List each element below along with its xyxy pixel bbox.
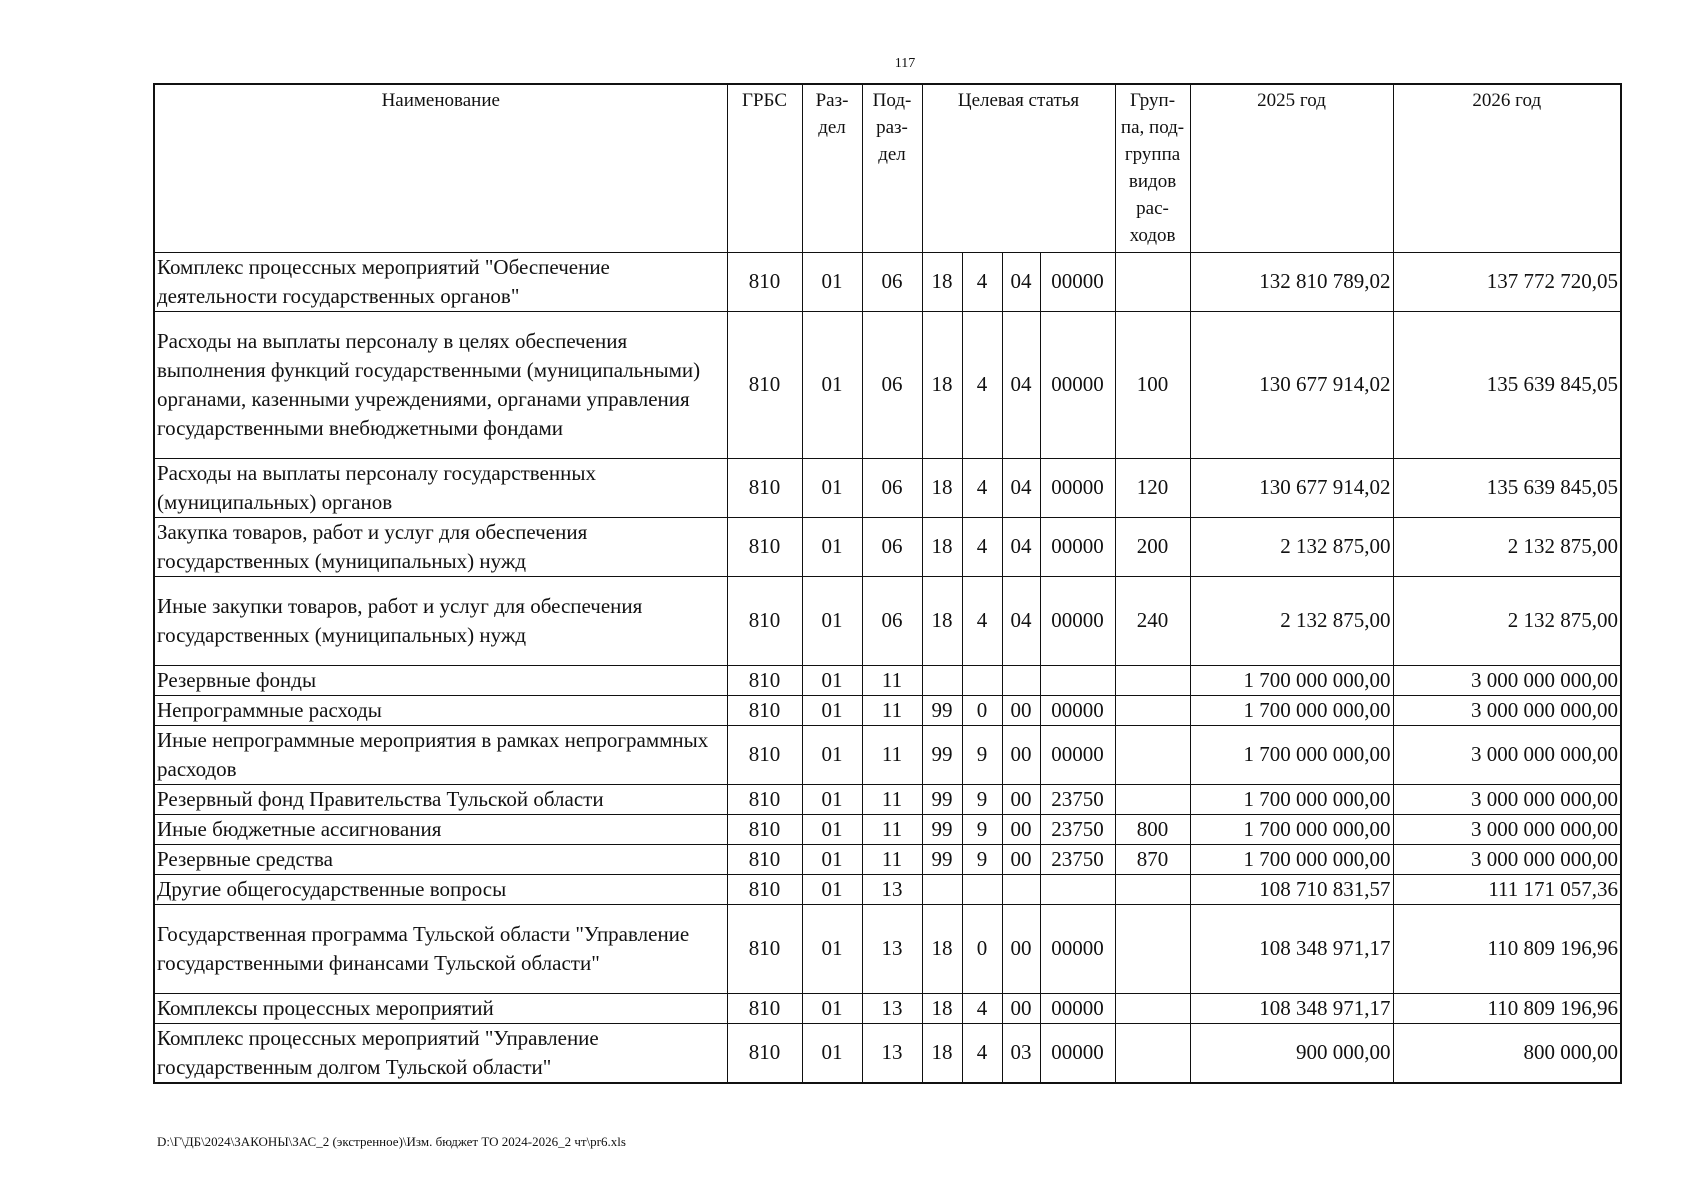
row-grbs: 810 bbox=[727, 844, 802, 874]
row-name: Резервные фонды bbox=[154, 665, 727, 695]
row-subsection: 11 bbox=[862, 725, 922, 784]
row-expense-group: 200 bbox=[1115, 517, 1190, 576]
row-grbs: 810 bbox=[727, 517, 802, 576]
row-target-program: 99 bbox=[922, 695, 962, 725]
row-amount-2025: 900 000,00 bbox=[1190, 1023, 1393, 1083]
row-section: 01 bbox=[802, 874, 862, 904]
row-expense-group bbox=[1115, 695, 1190, 725]
row-grbs: 810 bbox=[727, 665, 802, 695]
table-row bbox=[154, 784, 1621, 814]
row-target-event: 00 bbox=[1002, 784, 1040, 814]
row-target-subprogram bbox=[962, 665, 1002, 695]
row-subsection: 11 bbox=[862, 814, 922, 844]
table-row bbox=[154, 725, 1621, 784]
row-expense-group: 800 bbox=[1115, 814, 1190, 844]
row-grbs: 810 bbox=[727, 904, 802, 993]
row-amount-2025: 108 710 831,57 bbox=[1190, 874, 1393, 904]
row-section: 01 bbox=[802, 784, 862, 814]
row-grbs: 810 bbox=[727, 814, 802, 844]
row-expense-group bbox=[1115, 725, 1190, 784]
row-subsection: 06 bbox=[862, 517, 922, 576]
row-target-direction: 23750 bbox=[1040, 784, 1115, 814]
row-target-program: 99 bbox=[922, 814, 962, 844]
table-row bbox=[154, 844, 1621, 874]
row-expense-group: 240 bbox=[1115, 576, 1190, 665]
row-name: Резервные средства bbox=[154, 844, 727, 874]
row-target-direction: 23750 bbox=[1040, 814, 1115, 844]
row-target-program: 18 bbox=[922, 576, 962, 665]
row-target-direction: 00000 bbox=[1040, 993, 1115, 1023]
row-target-subprogram bbox=[962, 874, 1002, 904]
row-expense-group bbox=[1115, 784, 1190, 814]
row-section: 01 bbox=[802, 814, 862, 844]
row-target-event bbox=[1002, 874, 1040, 904]
row-name: Иные непрограммные мероприятия в рамках непрограммных расходов bbox=[154, 725, 727, 784]
row-target-event: 04 bbox=[1002, 576, 1040, 665]
row-amount-2025: 2 132 875,00 bbox=[1190, 517, 1393, 576]
row-expense-group bbox=[1115, 874, 1190, 904]
row-subsection: 11 bbox=[862, 784, 922, 814]
row-expense-group: 120 bbox=[1115, 458, 1190, 517]
row-expense-group bbox=[1115, 665, 1190, 695]
row-target-direction: 00000 bbox=[1040, 517, 1115, 576]
row-grbs: 810 bbox=[727, 252, 802, 311]
header-name: Наименование bbox=[154, 84, 727, 252]
table-row bbox=[154, 252, 1621, 311]
row-amount-2025: 1 700 000 000,00 bbox=[1190, 814, 1393, 844]
header-year-2026: 2026 год bbox=[1393, 84, 1621, 252]
row-target-program: 18 bbox=[922, 252, 962, 311]
row-name: Другие общегосударственные вопросы bbox=[154, 874, 727, 904]
row-target-program: 99 bbox=[922, 844, 962, 874]
row-target-direction: 00000 bbox=[1040, 252, 1115, 311]
row-name: Резервный фонд Правительства Тульской области bbox=[154, 784, 727, 814]
table-row bbox=[154, 904, 1621, 993]
row-section: 01 bbox=[802, 1023, 862, 1083]
row-amount-2026: 137 772 720,05 bbox=[1393, 252, 1621, 311]
row-amount-2025: 130 677 914,02 bbox=[1190, 458, 1393, 517]
row-name: Комплекс процессных мероприятий "Управление государственным долгом Тульской области" bbox=[154, 1023, 727, 1083]
table-row bbox=[154, 458, 1621, 517]
row-target-event: 04 bbox=[1002, 517, 1040, 576]
row-target-subprogram: 9 bbox=[962, 725, 1002, 784]
row-section: 01 bbox=[802, 725, 862, 784]
row-amount-2026: 3 000 000 000,00 bbox=[1393, 665, 1621, 695]
row-amount-2026: 3 000 000 000,00 bbox=[1393, 695, 1621, 725]
table-row bbox=[154, 311, 1621, 458]
row-amount-2025: 1 700 000 000,00 bbox=[1190, 844, 1393, 874]
row-target-direction: 00000 bbox=[1040, 904, 1115, 993]
row-subsection: 13 bbox=[862, 993, 922, 1023]
row-grbs: 810 bbox=[727, 311, 802, 458]
row-target-subprogram: 4 bbox=[962, 252, 1002, 311]
row-subsection: 13 bbox=[862, 1023, 922, 1083]
row-amount-2025: 1 700 000 000,00 bbox=[1190, 725, 1393, 784]
row-subsection: 11 bbox=[862, 844, 922, 874]
table-row bbox=[154, 695, 1621, 725]
row-target-subprogram: 4 bbox=[962, 517, 1002, 576]
row-section: 01 bbox=[802, 993, 862, 1023]
row-section: 01 bbox=[802, 517, 862, 576]
row-amount-2026: 110 809 196,96 bbox=[1393, 993, 1621, 1023]
header-target-article: Целевая статья bbox=[922, 84, 1115, 252]
row-subsection: 13 bbox=[862, 904, 922, 993]
row-amount-2026: 135 639 845,05 bbox=[1393, 458, 1621, 517]
row-target-subprogram: 4 bbox=[962, 1023, 1002, 1083]
row-grbs: 810 bbox=[727, 784, 802, 814]
row-target-direction: 00000 bbox=[1040, 1023, 1115, 1083]
page-number: 117 bbox=[894, 56, 916, 71]
row-grbs: 810 bbox=[727, 576, 802, 665]
row-amount-2025: 108 348 971,17 bbox=[1190, 904, 1393, 993]
budget-table bbox=[153, 83, 1622, 1084]
table-row bbox=[154, 874, 1621, 904]
row-amount-2025: 1 700 000 000,00 bbox=[1190, 665, 1393, 695]
row-section: 01 bbox=[802, 576, 862, 665]
header-grbs: ГРБС bbox=[727, 84, 802, 252]
row-amount-2026: 111 171 057,36 bbox=[1393, 874, 1621, 904]
row-target-program: 18 bbox=[922, 311, 962, 458]
row-section: 01 bbox=[802, 844, 862, 874]
row-target-event: 00 bbox=[1002, 844, 1040, 874]
row-target-direction bbox=[1040, 665, 1115, 695]
row-expense-group bbox=[1115, 1023, 1190, 1083]
row-name: Иные бюджетные ассигнования bbox=[154, 814, 727, 844]
row-target-program bbox=[922, 874, 962, 904]
row-target-direction: 00000 bbox=[1040, 725, 1115, 784]
row-section: 01 bbox=[802, 695, 862, 725]
row-target-event: 00 bbox=[1002, 695, 1040, 725]
row-amount-2026: 800 000,00 bbox=[1393, 1023, 1621, 1083]
row-target-subprogram: 4 bbox=[962, 458, 1002, 517]
row-section: 01 bbox=[802, 252, 862, 311]
row-expense-group bbox=[1115, 904, 1190, 993]
row-target-event: 04 bbox=[1002, 311, 1040, 458]
header-subsection: Под- раз- дел bbox=[862, 84, 922, 252]
row-amount-2026: 3 000 000 000,00 bbox=[1393, 814, 1621, 844]
table-header-row bbox=[154, 84, 1621, 252]
row-expense-group: 100 bbox=[1115, 311, 1190, 458]
row-target-direction: 00000 bbox=[1040, 576, 1115, 665]
row-section: 01 bbox=[802, 458, 862, 517]
row-target-event: 00 bbox=[1002, 814, 1040, 844]
row-name: Расходы на выплаты персоналу в целях обеспечения выполнения функций государственными (муниципальными) органами, казенными учреждениями, органами управления государственными внебюджетными фондами bbox=[154, 311, 727, 458]
row-target-direction bbox=[1040, 874, 1115, 904]
row-grbs: 810 bbox=[727, 458, 802, 517]
row-target-program: 99 bbox=[922, 725, 962, 784]
row-target-subprogram: 4 bbox=[962, 993, 1002, 1023]
row-expense-group bbox=[1115, 993, 1190, 1023]
row-target-subprogram: 0 bbox=[962, 904, 1002, 993]
row-subsection: 06 bbox=[862, 311, 922, 458]
row-target-subprogram: 9 bbox=[962, 814, 1002, 844]
row-subsection: 06 bbox=[862, 576, 922, 665]
row-name: Комплексы процессных мероприятий bbox=[154, 993, 727, 1023]
row-section: 01 bbox=[802, 904, 862, 993]
row-amount-2026: 135 639 845,05 bbox=[1393, 311, 1621, 458]
row-amount-2026: 110 809 196,96 bbox=[1393, 904, 1621, 993]
row-target-event: 00 bbox=[1002, 725, 1040, 784]
row-grbs: 810 bbox=[727, 874, 802, 904]
row-target-subprogram: 9 bbox=[962, 844, 1002, 874]
row-expense-group: 870 bbox=[1115, 844, 1190, 874]
row-target-direction: 23750 bbox=[1040, 844, 1115, 874]
row-section: 01 bbox=[802, 665, 862, 695]
row-target-program: 18 bbox=[922, 458, 962, 517]
row-section: 01 bbox=[802, 311, 862, 458]
table-row bbox=[154, 517, 1621, 576]
row-target-subprogram: 9 bbox=[962, 784, 1002, 814]
row-target-program bbox=[922, 665, 962, 695]
row-amount-2026: 2 132 875,00 bbox=[1393, 576, 1621, 665]
file-path-footer: D:\Г\ДБ\2024\ЗАКОНЫ\ЗАС_2 (экстренное)\Изм. бюджет ТО 2024-2026_2 чт\pr6.xls bbox=[157, 1134, 626, 1149]
row-subsection: 11 bbox=[862, 665, 922, 695]
row-target-event: 04 bbox=[1002, 458, 1040, 517]
row-target-direction: 00000 bbox=[1040, 458, 1115, 517]
table-row bbox=[154, 665, 1621, 695]
row-name: Комплекс процессных мероприятий "Обеспечение деятельности государственных органов" bbox=[154, 252, 727, 311]
row-grbs: 810 bbox=[727, 1023, 802, 1083]
row-target-subprogram: 0 bbox=[962, 695, 1002, 725]
row-target-event: 03 bbox=[1002, 1023, 1040, 1083]
row-target-event: 04 bbox=[1002, 252, 1040, 311]
row-amount-2025: 108 348 971,17 bbox=[1190, 993, 1393, 1023]
table-row bbox=[154, 1023, 1621, 1083]
table-row bbox=[154, 814, 1621, 844]
row-target-event: 00 bbox=[1002, 993, 1040, 1023]
row-amount-2026: 3 000 000 000,00 bbox=[1393, 844, 1621, 874]
row-amount-2025: 1 700 000 000,00 bbox=[1190, 695, 1393, 725]
row-grbs: 810 bbox=[727, 725, 802, 784]
row-target-program: 18 bbox=[922, 993, 962, 1023]
header-year-2025: 2025 год bbox=[1190, 84, 1393, 252]
row-name: Государственная программа Тульской области "Управление государственными финансами Тульской области" bbox=[154, 904, 727, 993]
row-target-event: 00 bbox=[1002, 904, 1040, 993]
row-amount-2026: 3 000 000 000,00 bbox=[1393, 725, 1621, 784]
row-name: Иные закупки товаров, работ и услуг для обеспечения государственных (муниципальных) нужд bbox=[154, 576, 727, 665]
row-amount-2025: 1 700 000 000,00 bbox=[1190, 784, 1393, 814]
row-name: Непрограммные расходы bbox=[154, 695, 727, 725]
row-grbs: 810 bbox=[727, 993, 802, 1023]
row-subsection: 11 bbox=[862, 695, 922, 725]
row-target-subprogram: 4 bbox=[962, 311, 1002, 458]
row-amount-2025: 2 132 875,00 bbox=[1190, 576, 1393, 665]
row-target-program: 18 bbox=[922, 904, 962, 993]
row-amount-2026: 2 132 875,00 bbox=[1393, 517, 1621, 576]
row-amount-2025: 130 677 914,02 bbox=[1190, 311, 1393, 458]
row-target-program: 99 bbox=[922, 784, 962, 814]
header-expense-group: Груп- па, под- группа видов рас- ходов bbox=[1115, 84, 1190, 252]
row-amount-2025: 132 810 789,02 bbox=[1190, 252, 1393, 311]
row-target-direction: 00000 bbox=[1040, 311, 1115, 458]
table-row bbox=[154, 993, 1621, 1023]
table-row bbox=[154, 576, 1621, 665]
row-amount-2026: 3 000 000 000,00 bbox=[1393, 784, 1621, 814]
row-target-program: 18 bbox=[922, 517, 962, 576]
row-name: Закупка товаров, работ и услуг для обеспечения государственных (муниципальных) нужд bbox=[154, 517, 727, 576]
row-grbs: 810 bbox=[727, 695, 802, 725]
row-name: Расходы на выплаты персоналу государственных (муниципальных) органов bbox=[154, 458, 727, 517]
row-target-program: 18 bbox=[922, 1023, 962, 1083]
row-subsection: 13 bbox=[862, 874, 922, 904]
row-subsection: 06 bbox=[862, 252, 922, 311]
row-target-subprogram: 4 bbox=[962, 576, 1002, 665]
row-target-event bbox=[1002, 665, 1040, 695]
row-expense-group bbox=[1115, 252, 1190, 311]
row-target-direction: 00000 bbox=[1040, 695, 1115, 725]
row-subsection: 06 bbox=[862, 458, 922, 517]
header-section: Раз- дел bbox=[802, 84, 862, 252]
